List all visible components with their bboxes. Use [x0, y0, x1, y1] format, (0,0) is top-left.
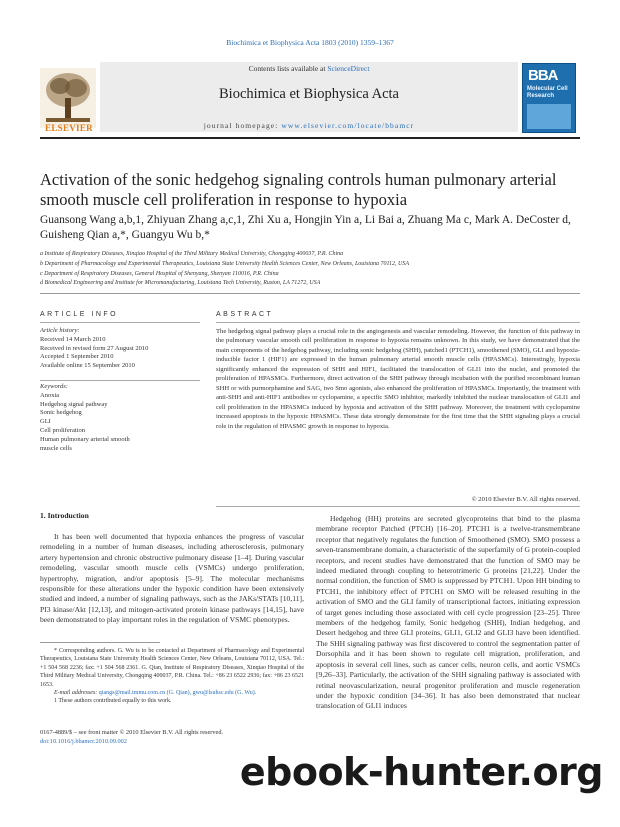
- email-note: [40, 689, 304, 697]
- history-label: Article history:: [40, 327, 80, 334]
- author-list-text: Guansong Wang a,b,1, Zhiyuan Zhang a,c,1, Zhi Xu a, Hongjin Yin a, Li Bai a, Zhuang Ma c, Mark A. DeCoster d, Guisheng Qian a,*, Guangyu Wu b,*: [40, 214, 571, 241]
- history-received: Received 14 March 2010: [40, 335, 106, 343]
- keyword: muscle cells: [40, 444, 72, 452]
- journal-name: Biochimica et Biophysica Acta: [219, 86, 399, 102]
- cover-subtitle: Molecular Cell Research: [527, 86, 568, 99]
- abstract-heading: ABSTRACT: [216, 311, 274, 318]
- issn-line: 0167-4889/$ – see front matter © 2010 Elsevier B.V. All rights reserved.: [40, 729, 224, 736]
- affiliation-a: a Institute of Respiratory Diseases, Xinqiao Hospital of the Third Military Medical University, Chongqing 400037, P.R. China: [40, 251, 344, 257]
- history-accepted: Accepted 1 September 2010: [40, 353, 114, 361]
- footnote-rule: [40, 642, 160, 643]
- keyword: Anoxia: [40, 391, 60, 399]
- cover-logo: BBA: [528, 67, 558, 84]
- affiliation-d: d Biomedical Engineering and Institute for Micromanufacturing, Louisiana Tech University, Ruston, LA 71272, USA: [40, 280, 321, 287]
- keyword: GLI: [40, 418, 51, 426]
- contents-prefix: Contents lists available at: [248, 64, 328, 73]
- introduction-heading: 1. Introduction: [40, 511, 89, 520]
- article-info-heading: ARTICLE INFO: [40, 311, 119, 318]
- keyword: Hedgehog signal pathway: [40, 400, 108, 408]
- history-online: Available online 15 September 2010: [40, 362, 135, 370]
- homepage-link[interactable]: www.elsevier.com/locate/bbamcr: [281, 121, 415, 130]
- keywords-rule: [40, 380, 200, 381]
- elsevier-wordmark: ELSEVIER: [45, 123, 93, 133]
- watermark-text: ebook-hunter.org: [239, 750, 603, 794]
- journal-citation[interactable]: Biochimica et Biophysica Acta 1803 (2010) 1359–1367: [226, 38, 394, 47]
- affiliation-c: c Department of Respiratory Diseases, General Hospital of Shenyang, Shenyan 110016, P.R. China: [40, 270, 279, 277]
- keyword: Human pulmonary arterial smooth: [40, 435, 130, 443]
- equal-contribution-note: 1 These authors contributed equally to this work.: [54, 698, 172, 705]
- sciencedirect-link[interactable]: ScienceDirect: [327, 64, 370, 73]
- footnotes: [40, 647, 304, 706]
- keyword: Cell proliferation: [40, 426, 85, 434]
- keywords-label: Keywords:: [40, 383, 68, 390]
- abstract-end-rule: [216, 506, 580, 507]
- issn-block: [40, 729, 310, 746]
- section-rule: [40, 293, 580, 294]
- header-rule: [40, 137, 580, 139]
- corresponding-author-note: * Corresponding authors. G. Wu is to be contacted at Department of Pharmacology and Experimental Therapeutics, Louisiana State University Health Sciences Center, New Orleans, Louisiana 70112, USA. Tel.: +1 504 568 2236; fax: +1 504 568 2361. G. Qian, Institute of Respiratory Diseases, Xinqiao Hospital of the Third Military Medical University, Chongqing 400037, P.R. China. Tel.: +86 23 6522 2936; fax: +86 23 6521 1653.: [40, 648, 304, 688]
- article-info-rule: [40, 322, 200, 323]
- homepage-prefix: journal homepage:: [203, 121, 282, 130]
- author-list: [40, 213, 600, 243]
- keyword: Sonic hedgehog: [40, 409, 82, 417]
- copyright-notice: © 2010 Elsevier B.V. All rights reserved.: [471, 496, 580, 503]
- history-revised: Received in revised form 27 August 2010: [40, 344, 149, 352]
- journal-homepage: [100, 121, 518, 130]
- affiliation-b: b Department of Pharmacology and Experimental Therapeutics, Louisiana State University Health Sciences Center, New Orleans, Louisiana 70112, USA: [40, 260, 410, 267]
- keywords: [40, 383, 205, 453]
- journal-cover-thumbnail[interactable]: [522, 63, 576, 133]
- abstract-rule: [216, 322, 580, 323]
- article-history: [40, 327, 205, 371]
- email-addresses[interactable]: qiangs@mail.tmmu.com.cn (G. Qian), gwu@lsuhsc.edu (G. Wu).: [98, 690, 257, 697]
- introduction-right-column: Hedgehog (HH) proteins are secreted glycoproteins that bind to the plasma membrane receptor Patched (PTCH) [16–20]. PTCH1 is a twelve-transmembrane receptor that negatively regulates the function of Smoothened (SMO). SMO possess a seven-transmembrane domain, a characteristic of the superfamily of G protein-coupled receptors, and recent studies have demonstrated that the function of SMO may be indeed mediated through coupling to heterotrimeric G proteins [21,22]. Under the normal condition, the function of SMO is suppressed by PTCH1. Upon HH binding to PTCH1, the inhibitory effect of PTCH1 on SMO will be released resulting in the activation of SMO and the GLI family of transcriptional factors, initiating expression of target genes including those associated with cell cycle progression [23–25]. Three members of the hedgehog family, Sonic hedgehog (SHH), Indian hedgehog, and Desert hedgehog and three GLI proteins, GLI1, GLI2 and GLI3 have been identified. The SHH signaling pathway was first discovered to control the segmentation patter of Dorsophila and it has been shown to regulate cell migration, proliferation, and apoptosis in several cell lines, such as cancer cells, neuron cells, and aortic VSMCs [9,26–33]. Particularly, the activation of the SHH signaling pathway is associated with retinal neovascularization, neural progenitor proliferation and muscle regeneration under the hypoxic condition [34–36]. It has also been demonstrated that nuclear translocation of GLI1 induces: [316, 514, 580, 711]
- doi-link[interactable]: doi:10.1016/j.bbamcr.2010.09.002: [40, 737, 127, 745]
- email-label: E-mail addresses:: [54, 690, 98, 697]
- cover-image: [527, 104, 571, 129]
- abstract-text: The hedgehog signal pathway plays a crucial role in the angiogenesis and vascular remodeling. However, the function of this pathway in the pulmonary vascular smooth cell proliferation in response to hypoxia remains unknown. In this study, we have demonstrated that the main components of the hedgehog pathway, including sonic hedgehog (SHH), patched1 (PTCH1), smoothened (SMO), GLI and hypoxia-inducible factor 1 (HIF1) are expressed in the human pulmonary arterial smooth muscle cells (HPASMCs). Interestingly, hypoxia significantly enhanced the expression of SHH and HIF1, facilitated the translocation of GLI1 into the nuclei, and promoted the proliferation of HPASMCs. Furthermore, direct activation of the SHH pathway through incubation with the purified recombinant human SHH or with purmorphamine and SAG, two Smo agonists, also enhanced the proliferation of HPASMCs. Importantly, the treatment with anti-SHH and anti-HIF1 antibodies or cyclopamine, a specific SMO inhibitor, markedly inhibited the nuclear translocation of GLI1 and cell proliferation in the HPASMCs induced by hypoxia and activation of the SHH pathway. Moreover, the treatment with cyclopamine increased apoptosis in the hypoxic HPASMCs. These data strongly demonstrate for the first time that the SHH signaling plays a crucial role in the regulation of HPASMC growth in response to hypoxia.: [216, 328, 580, 430]
- introduction-left-column: It has been well documented that hypoxia enhances the progress of vascular remodeling in a number of human diseases, including atherosclerosis, pulmonary artery hypertension and chronic obstructive pulmonary disease [1–4]. During vascular remodeling, vascular smooth muscle cells (VSMCs) undergo proliferation, hypertrophy, migration, and/or apoptosis [5–9]. The molecular mechanisms responsible for these alterations under the hypoxic condition have been extensively studied and indeed, a number of signaling pathways, such as the JAKs/STATs [10,11], PI3 kinase/Akt [12,13], and mitogen-activated protein kinase pathways [14,15], have been demonstrated to play important roles in the regulation of VSMC phenotypes.: [40, 532, 304, 625]
- contents-available: [100, 64, 518, 73]
- article-title: Activation of the sonic hedgehog signaling controls human pulmonary arterial smooth muscle cell proliferation in response to hypoxia: [40, 170, 557, 209]
- affiliations: [40, 250, 600, 289]
